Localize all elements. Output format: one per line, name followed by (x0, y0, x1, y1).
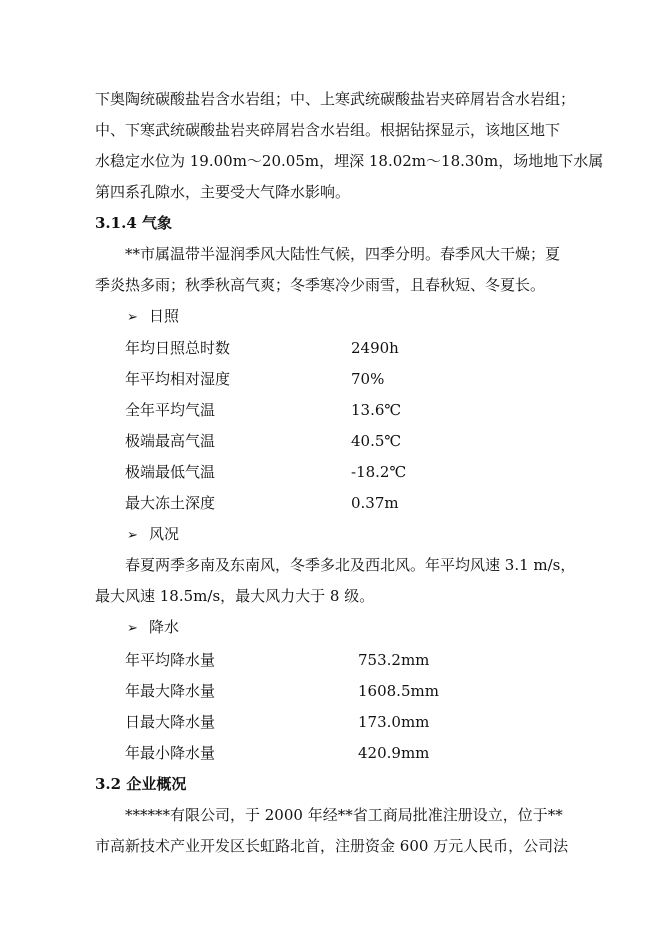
row-label: 全年平均气温 (125, 401, 216, 419)
wind-para-line: 最大风速 18.5m/s，最大风力大于 8 级。 (95, 587, 375, 605)
row-value: 1608.5mm (358, 682, 439, 700)
section-heading-3-1-4 (95, 213, 172, 233)
row-label: 年平均相对湿度 (125, 370, 231, 388)
row-label: 日最大降水量 (125, 713, 216, 731)
row-label: 年最小降水量 (125, 744, 216, 762)
bullet-rain (127, 617, 179, 639)
row-value: 420.9mm (358, 744, 430, 762)
intro-line: 下奥陶统碳酸盐岩含水岩组；中、上寒武统碳酸盐岩夹碎屑岩含水岩组； (95, 90, 576, 108)
bullet-title: 降水 (149, 618, 180, 636)
wind-para-line: 春夏两季多南及东南风，冬季多北及西北风。年平均风速 3.1 m/s， (125, 556, 576, 574)
bullet-sunshine (127, 306, 179, 328)
arrow-bullet-icon: ➢ (127, 310, 138, 325)
row-value: 173.0mm (358, 713, 430, 731)
row-value: -18.2℃ (351, 463, 407, 481)
company-para-line: ******有限公司，于 2000 年经**省工商局批准注册设立，位于** (125, 806, 563, 824)
section-title: 气象 (142, 214, 173, 232)
section-number: 3.1.4 (95, 214, 137, 232)
section-title: 企业概况 (126, 775, 187, 793)
row-value: 70% (351, 370, 385, 388)
intro-line: 水稳定水位为 19.00m～20.05m，埋深 18.02m～18.30m，场地地下水属 (95, 152, 604, 170)
climate-para-line: **市属温带半湿润季风大陆性气候，四季分明。春季风大干燥；夏 (125, 245, 561, 263)
intro-line: 第四系孔隙水，主要受大气降水影响。 (95, 183, 351, 201)
climate-para-line: 季炎热多雨；秋季秋高气爽；冬季寒冷少雨雪，且春秋短、冬夏长。 (95, 276, 546, 294)
section-number: 3.2 (95, 775, 122, 793)
bullet-title: 风况 (149, 525, 180, 543)
row-label: 年最大降水量 (125, 682, 216, 700)
row-label: 年平均降水量 (125, 651, 216, 669)
row-value: 2490h (351, 339, 399, 357)
intro-line: 中、下寒武统碳酸盐岩夹碎屑岩含水岩组。根据钻探显示，该地区地下 (95, 121, 561, 139)
arrow-bullet-icon: ➢ (127, 528, 138, 543)
row-value: 40.5℃ (351, 432, 402, 450)
row-label: 年均日照总时数 (125, 339, 231, 357)
bullet-title: 日照 (149, 307, 180, 325)
row-value: 0.37m (351, 494, 399, 512)
row-label: 最大冻土深度 (125, 494, 216, 512)
row-label: 极端最低气温 (125, 463, 216, 481)
company-para-line: 市高新技术产业开发区长虹路北首，注册资金 600 万元人民币，公司法 (95, 837, 569, 855)
row-value: 13.6℃ (351, 401, 402, 419)
bullet-wind (127, 524, 179, 546)
row-value: 753.2mm (358, 651, 430, 669)
arrow-bullet-icon: ➢ (127, 621, 138, 636)
section-heading-3-2 (95, 774, 186, 794)
row-label: 极端最高气温 (125, 432, 216, 450)
